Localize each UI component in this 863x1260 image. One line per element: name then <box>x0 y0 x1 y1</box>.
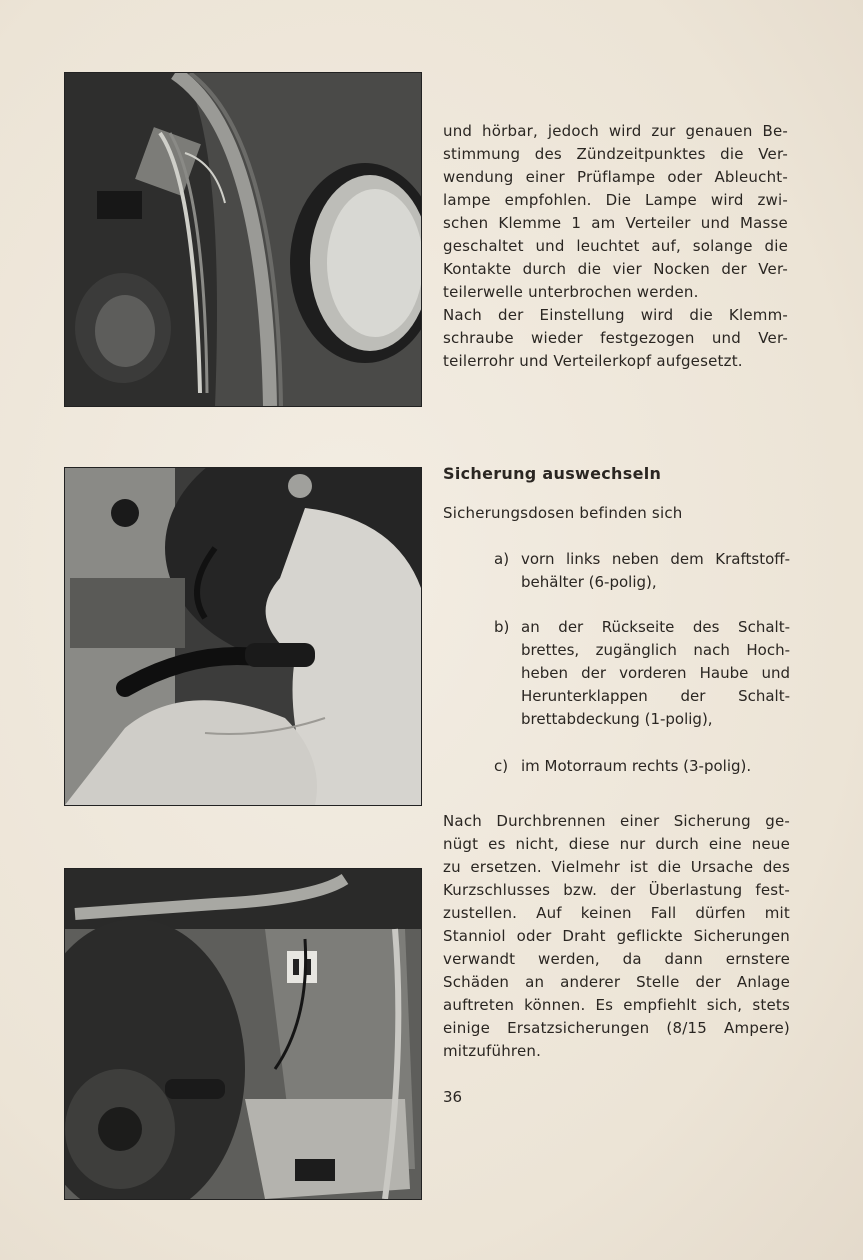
paragraph-ignition-timing <box>443 120 788 373</box>
text-line: nügt es nicht, diese nur durch eine neue <box>443 835 790 853</box>
photo-headlight-fusebox <box>64 72 422 407</box>
text-line: im Motorraum rechts (3-polig). <box>521 757 752 775</box>
text-line: vorn links neben dem Kraftstoff- <box>521 550 790 568</box>
text-line: Nach Durchbrennen einer Sicherung ge- <box>443 812 790 830</box>
intro-text: Sicherungsdosen befinden sich <box>443 504 683 522</box>
text-line: Nach der Einstellung wird die Klemm- <box>443 306 788 324</box>
text-line: zu ersetzen. Vielmehr ist die Ursache des <box>443 858 790 876</box>
list-item-label: c) <box>494 757 509 775</box>
text-line: brettes, zugänglich nach Hoch- <box>521 641 790 659</box>
text-line: schen Klemme 1 am Verteiler und Masse <box>443 214 788 232</box>
section-heading: Sicherung auswechseln <box>443 464 662 483</box>
text-line: Herunterklappen der Schalt- <box>521 687 790 705</box>
text-line: stimmung des Zündzeitpunktes die Ver- <box>443 145 788 163</box>
page-number: 36 <box>443 1088 463 1106</box>
photo-fuse-removal <box>64 467 422 806</box>
text-line: teilerrohr und Verteilerkopf aufgesetzt. <box>443 352 743 370</box>
text-line: mitzuführen. <box>443 1042 542 1060</box>
text-line: Kurzschlusses bzw. der Überlastung fest- <box>443 881 790 899</box>
text-line: brettabdeckung (1-polig), <box>521 710 713 728</box>
text-line: wendung einer Prüflampe oder Ableucht- <box>443 168 788 186</box>
list-item-label: a) <box>494 550 510 568</box>
text-line: Stanniol oder Draht geflickte Sicherungen <box>443 927 790 945</box>
text-line: einige Ersatzsicherungen (8/15 Ampere) <box>443 1019 790 1037</box>
text-line: behälter (6-polig), <box>521 573 657 591</box>
text-line: teilerwelle unterbrochen werden. <box>443 283 699 301</box>
list-item-a <box>494 548 790 594</box>
text-line: schraube wieder festgezogen und Ver- <box>443 329 788 347</box>
list-item-b <box>494 616 790 731</box>
text-line: Schäden an anderer Stelle der Anlage <box>443 973 790 991</box>
photo-engine-compartment <box>64 868 422 1200</box>
text-line: lampe empfohlen. Die Lampe wird zwi- <box>443 191 788 209</box>
text-line: und hörbar, jedoch wird zur genauen Be- <box>443 122 788 140</box>
text-line: zustellen. Auf keinen Fall dürfen mit <box>443 904 790 922</box>
text-line: verwandt werden, da dann ernstere <box>443 950 790 968</box>
text-line: an der Rückseite des Schalt- <box>521 618 790 636</box>
list-item-label: b) <box>494 618 510 636</box>
text-line: Kontakte durch die vier Nocken der Ver- <box>443 260 788 278</box>
text-line: auftreten können. Es empfiehlt sich, stets <box>443 996 790 1014</box>
list-item-c <box>494 755 790 778</box>
paragraph-fuse-warning <box>443 810 790 1063</box>
text-line: heben der vorderen Haube und <box>521 664 790 682</box>
text-line: geschaltet und leuchtet auf, solange die <box>443 237 788 255</box>
